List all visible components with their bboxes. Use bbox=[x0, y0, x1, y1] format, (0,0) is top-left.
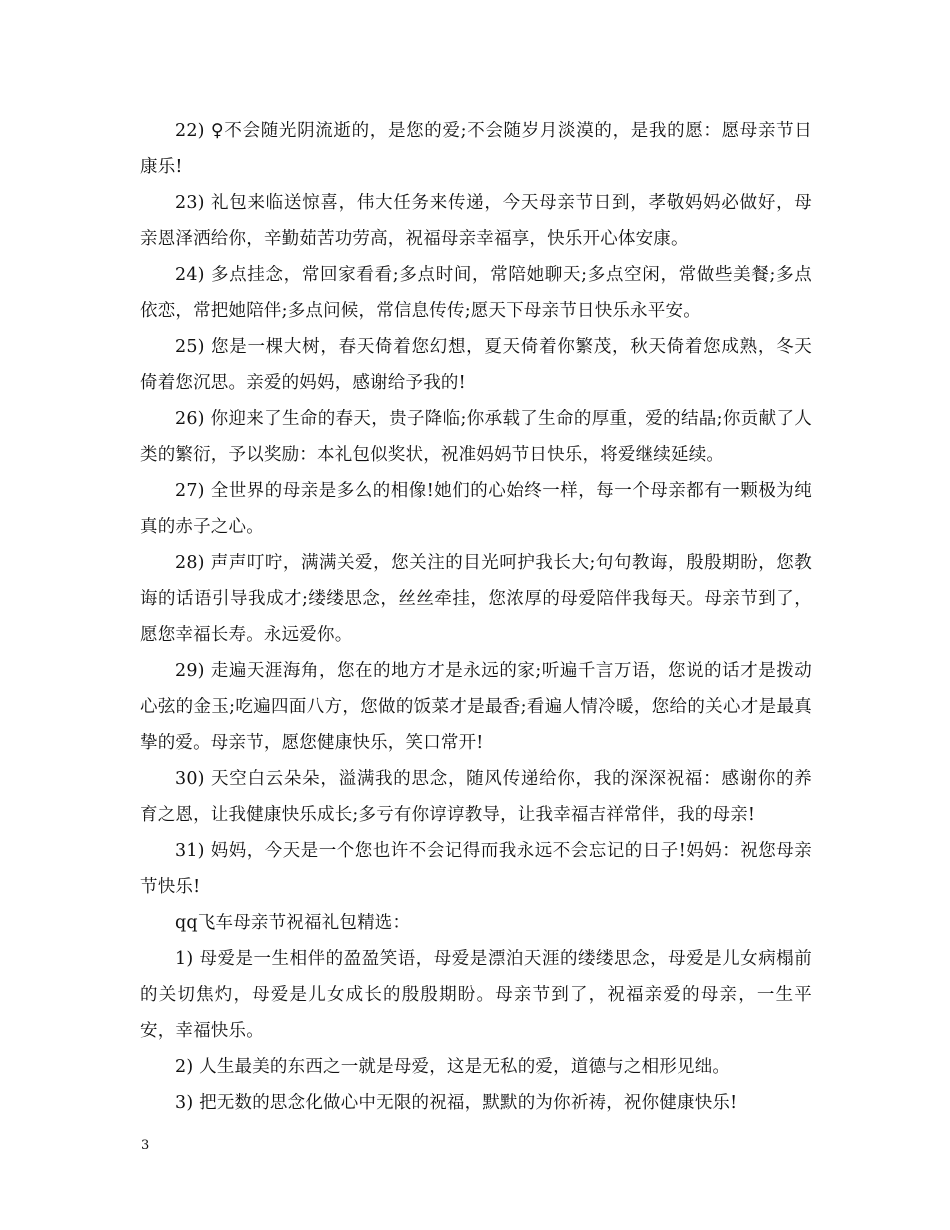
paragraph-23: 23) 礼包来临送惊喜，伟大任务来传递，今天母亲节日到，孝敬妈妈必做好，母亲恩泽洒给你，辛勤茹苦功劳高，祝福母亲幸福享，快乐开心体安康。 bbox=[140, 193, 812, 249]
paragraph-27: 27) 全世界的母亲是多么的相像!她们的心始终一样，每一个母亲都有一颗极为纯真的赤子之心。 bbox=[140, 481, 812, 537]
paragraph-28: 28) 声声叮咛，满满关爱，您关注的目光呵护我长大;句句教诲，殷殷期盼，您教诲的话语引导我成才;缕缕思念，丝丝牵挂，您浓厚的母爱陪伴我每天。母亲节到了，愿您幸福长寿。永远爱你。 bbox=[140, 553, 812, 645]
paragraph-26: 26) 你迎来了生命的春天，贵子降临;你承载了生命的厚重，爱的结晶;你贡献了人类的繁衍，予以奖励：本礼包似奖状，祝准妈妈节日快乐，将爱继续延续。 bbox=[140, 409, 812, 465]
paragraph-30: 30) 天空白云朵朵，溢满我的思念，随风传递给你，我的深深祝福：感谢你的养育之恩，让我健康快乐成长;多亏有你谆谆教导，让我幸福吉祥常伴，我的母亲! bbox=[140, 769, 812, 825]
paragraph-2: 2) 人生最美的东西之一就是母爱，这是无私的爱，道德与之相形见绌。 bbox=[175, 1057, 731, 1077]
paragraph-25: 25) 您是一棵大树，春天倚着您幻想，夏天倚着你繁茂，秋天倚着您成熟，冬天倚着您沉思。亲爱的妈妈，感谢给予我的! bbox=[140, 337, 812, 393]
paragraph-3: 3) 把无数的思念化做心中无限的祝福，默默的为你祈祷，祝你健康快乐! bbox=[175, 1093, 738, 1113]
paragraph-1: 1) 母爱是一生相伴的盈盈笑语，母爱是漂泊天涯的缕缕思念，母爱是儿女病榻前的关切焦灼，母爱是儿女成长的殷殷期盼。母亲节到了，祝福亲爱的母亲，一生平安，幸福快乐。 bbox=[140, 949, 812, 1041]
page-number: 3 bbox=[141, 1138, 150, 1153]
paragraph-24: 24) 多点挂念，常回家看看;多点时间，常陪她聊天;多点空闲，常做些美餐;多点依恋，常把她陪伴;多点问候，常信息传传;愿天下母亲节日快乐永平安。 bbox=[140, 265, 812, 321]
document-body bbox=[140, 113, 812, 1121]
paragraph-29: 29) 走遍天涯海角，您在的地方才是永远的家;听遍千言万语，您说的话才是拨动心弦的金玉;吃遍四面八方，您做的饭菜才是最香;看遍人情冷暖，您给的关心才是最真挚的爱。母亲节，愿您健康快乐，笑口常开! bbox=[140, 661, 812, 753]
paragraph-31: 31) 妈妈，今天是一个您也许不会记得而我永远不会忘记的日子!妈妈：祝您母亲节快乐! bbox=[140, 841, 812, 897]
paragraph-22: 22) ♀不会随光阴流逝的，是您的爱;不会随岁月淡漠的，是我的愿：愿母亲节日康乐! bbox=[140, 121, 812, 177]
section-heading: qq飞车母亲节祝福礼包精选： bbox=[175, 913, 411, 933]
